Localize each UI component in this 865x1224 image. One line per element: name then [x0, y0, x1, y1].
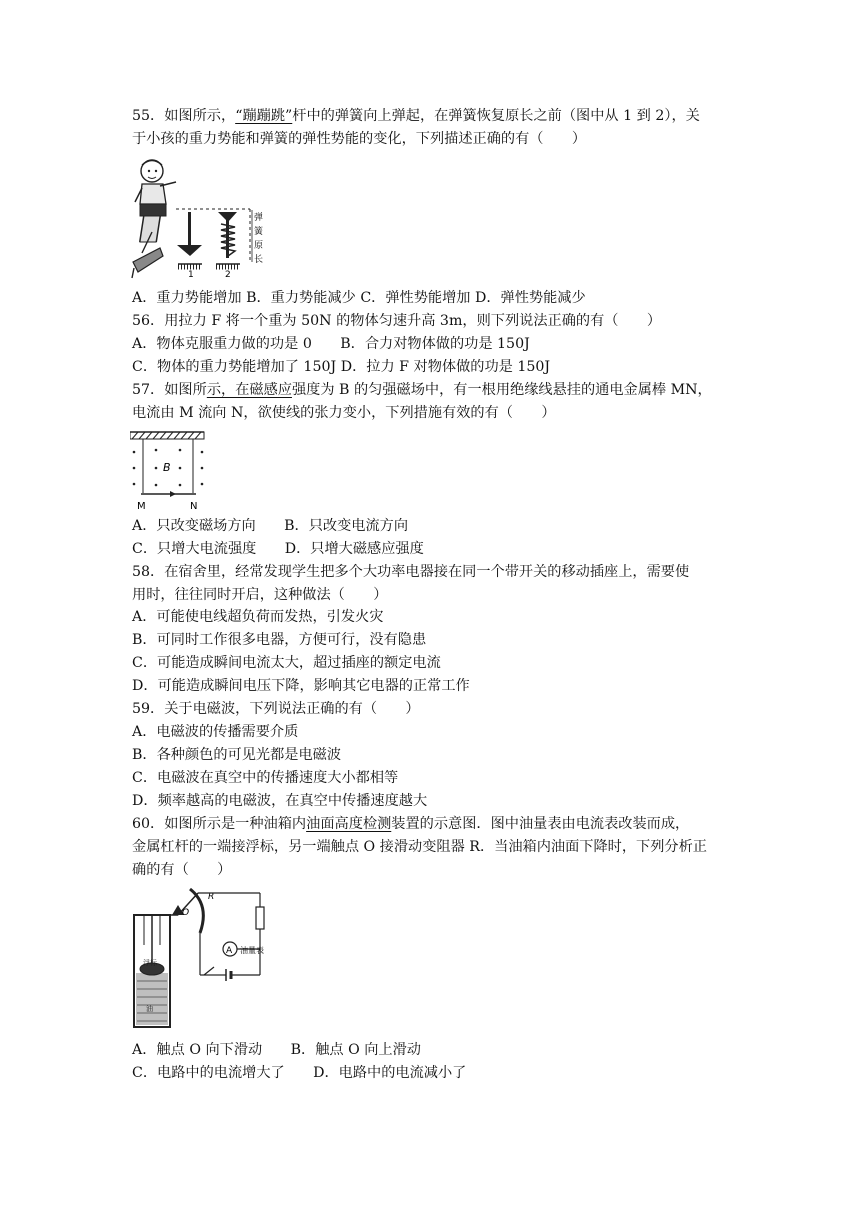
- magnetic-field-figure: [130, 430, 208, 512]
- fig-label-oil: 油: [146, 1005, 153, 1013]
- svg-text:弹: 弹: [254, 213, 264, 223]
- q56-stem: 56．用拉力 F 将一个重为 50N 的物体匀速升高 3m，则下列说法正确的有（ ）: [132, 313, 662, 329]
- q59-option-d: D．频率越高的电磁波，在真空中传播速度越大: [132, 793, 428, 809]
- q59-option-b: B．各种颜色的可见光都是电磁波: [132, 747, 342, 763]
- q58-option-b: B．可同时工作很多电器，方便可行，没有隐患: [132, 632, 427, 648]
- q60-stem-line-3: 确的有（ ）: [132, 862, 232, 878]
- q58-option-c: C．可能造成瞬间电流太大，超过插座的额定电流: [132, 655, 441, 671]
- fig-label-1: 1: [188, 270, 194, 280]
- fig-label-n: N: [190, 501, 198, 512]
- q56-options-2: C．物体的重力势能增加了 150J D．拉力 F 对物体做的功是 150J: [132, 359, 551, 375]
- q60-options-1: A．触点 O 向下滑动 B．触点 O 向上滑动: [132, 1042, 421, 1058]
- q60-stem-line-2: 金属杠杆的一端接浮标，另一端触点 O 接滑动变阻器 R．当油箱内油面下降时，下列分析正: [132, 839, 707, 855]
- q60-stem-line-1: 60．如图所示是一种油箱内油面高度检测装置的示意图．图中油量表由电流表改装而成，: [132, 816, 690, 832]
- q57-stem-line-1: 57．如图所示，在磁感应强度为 B 的匀强磁场中，有一根用绝缘线悬挂的通电金属棒 MN，: [132, 382, 712, 398]
- q55-options: A．重力势能增加 B．重力势能减少 C．弹性势能增加 D．弹性势能减少: [132, 290, 586, 306]
- q57-options-2: C．只增大电流强度 D．只增大磁感应强度: [132, 541, 424, 557]
- q58-option-a: A．可能使电线超负荷而发热，引发火灾: [132, 609, 384, 625]
- q57-options-1: A．只改变磁场方向 B．只改变电流方向: [132, 518, 409, 534]
- fig-label-b: B: [163, 461, 171, 474]
- fig-label-meter: 油量表: [240, 946, 264, 955]
- q57-stem-line-2: 电流由 M 流向 N，欲使线的张力变小，下列措施有效的有（ ）: [132, 405, 556, 421]
- q59-stem: 59．关于电磁波，下列说法正确的有（ ）: [132, 701, 420, 717]
- q56-options-1: A．物体克服重力做的功是 0 B．合力对物体做的功是 150J: [132, 336, 530, 352]
- q55-stem-line-2: 于小孩的重力势能和弹簧的弹性势能的变化，下列描述正确的有（ ）: [132, 131, 587, 147]
- q59-option-a: A．电磁波的传播需要介质: [132, 724, 299, 740]
- fig-label-r: R: [208, 892, 215, 902]
- fig-label-2: 2: [225, 270, 231, 280]
- fig-label-a: A: [226, 946, 233, 956]
- fig-label-m: M: [137, 501, 146, 512]
- svg-text:长: 长: [254, 255, 264, 265]
- oil-gauge-circuit-figure: [130, 885, 310, 1030]
- svg-text:簧: 簧: [254, 227, 264, 237]
- q58-stem-line-1: 58．在宿舍里，经常发现学生把多个大功率电器接在同一个带开关的移动插座上，需要使: [132, 564, 690, 580]
- fig-label-float: 浮标: [143, 959, 157, 967]
- q59-option-c: C．电磁波在真空中的传播速度大小都相等: [132, 770, 399, 786]
- q60-options-2: C．电路中的电流增大了 D．电路中的电流减小了: [132, 1065, 467, 1081]
- q55-stem-line-1: 55．如图所示，“蹦蹦跳”杆中的弹簧向上弹起，在弹簧恢复原长之前（图中从 1 到 2），关: [132, 108, 700, 124]
- q58-stem-line-2: 用时，往往同时开启，这种做法（ ）: [132, 587, 388, 603]
- pogo-stick-figure: [130, 152, 265, 280]
- svg-text:原: 原: [254, 241, 264, 251]
- q58-option-d: D．可能造成瞬间电压下降，影响其它电器的正常工作: [132, 678, 470, 694]
- fig-label-o: O: [182, 908, 190, 918]
